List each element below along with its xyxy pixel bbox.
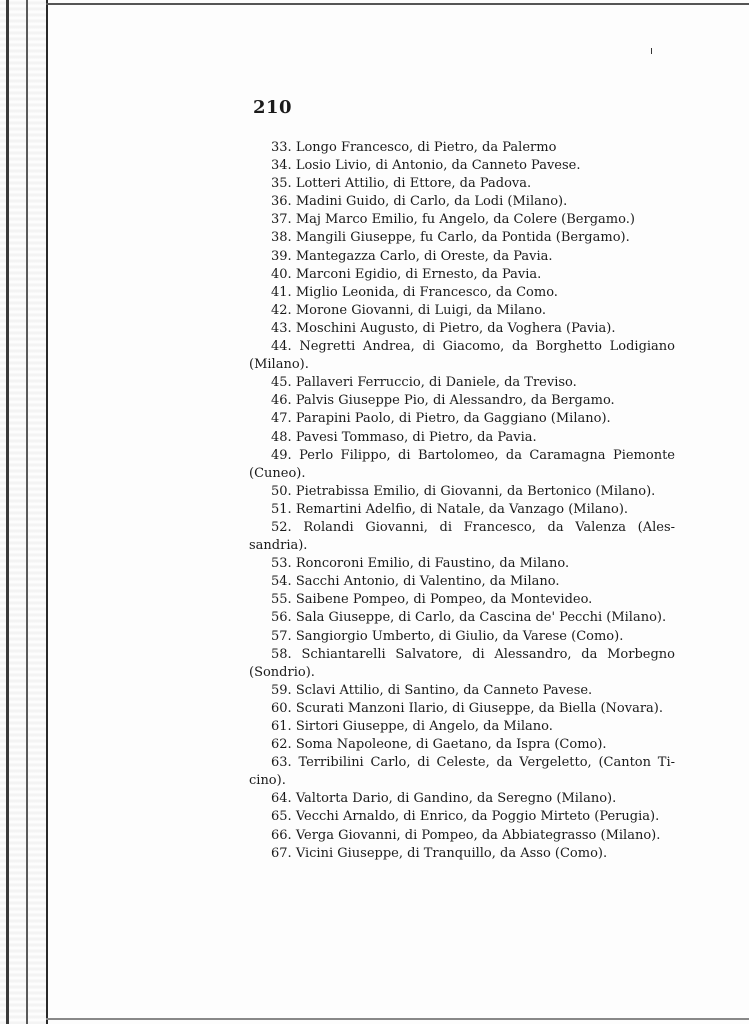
entry-text: Parapini Paolo, di Pietro, da Gaggiano (Milano). xyxy=(295,411,611,427)
entry-text: Sacchi Antonio, di Valentino, da Milano. xyxy=(295,574,560,590)
list-entry xyxy=(249,284,675,302)
bottom-page-edge xyxy=(46,1018,749,1020)
entry-text: Rolandi Giovanni, di Francesco, da Valenza (Ales-sandria). xyxy=(249,519,676,554)
entry-text: Mangili Giuseppe, fu Carlo, da Pontida (Bergamo). xyxy=(295,230,630,246)
entry-number: 35. xyxy=(271,176,292,192)
list-entry xyxy=(249,302,675,320)
entry-number: 55. xyxy=(271,592,292,608)
list-entry xyxy=(249,248,675,266)
entry-text: Sala Giuseppe, di Carlo, da Cascina de' Pecchi (Milano). xyxy=(295,610,667,626)
entry-number: 33. xyxy=(271,140,292,155)
entry-text: Mantegazza Carlo, di Oreste, da Pavia. xyxy=(295,248,553,264)
entry-number: 49. xyxy=(271,447,292,463)
entry-number: 65. xyxy=(271,809,292,825)
entry-number: 54. xyxy=(271,574,292,590)
entry-number: 50. xyxy=(271,483,292,499)
entry-number: 41. xyxy=(271,284,292,300)
entry-number: 51. xyxy=(271,501,292,517)
entry-text: Losio Livio, di Antonio, da Canneto Pavese. xyxy=(295,158,581,174)
entry-text: Miglio Leonida, di Francesco, da Como. xyxy=(295,284,558,300)
list-entry xyxy=(249,447,675,483)
list-entry xyxy=(249,320,675,338)
list-entry xyxy=(249,175,675,193)
entry-text: Terribilini Carlo, di Celeste, da Vergeletto, (Canton Ti-cino). xyxy=(249,755,675,789)
list-entry xyxy=(249,429,675,447)
list-entry xyxy=(249,338,675,374)
entry-text: Sirtori Giuseppe, di Angelo, da Milano. xyxy=(295,719,553,734)
entry-number: 59. xyxy=(271,682,292,698)
list-entry xyxy=(249,646,675,682)
book-binding-edge xyxy=(0,0,48,1024)
list-entry xyxy=(249,736,675,754)
entry-number: 38. xyxy=(271,230,292,246)
list-entry xyxy=(249,483,675,501)
entry-number: 39. xyxy=(271,248,292,264)
entry-text: Verga Giovanni, di Pompeo, da Abbiategrasso (Milano). xyxy=(295,827,661,843)
list-entry xyxy=(249,827,675,845)
entry-text: Moschini Augusto, di Pietro, da Voghera (Pavia). xyxy=(295,320,616,336)
list-entry xyxy=(249,682,675,700)
list-entry xyxy=(249,700,675,718)
entry-number: 40. xyxy=(271,266,292,282)
entry-text: Sclavi Attilio, di Santino, da Canneto Pavese. xyxy=(295,682,593,698)
entry-number: 37. xyxy=(271,212,292,228)
list-entry xyxy=(249,157,675,175)
entry-number: 52. xyxy=(271,519,292,535)
entry-number: 53. xyxy=(271,556,292,572)
entry-text: Pietrabissa Emilio, di Giovanni, da Bertonico (Milano). xyxy=(295,483,656,499)
entry-number: 56. xyxy=(271,610,292,626)
entry-text: Saibene Pompeo, di Pompeo, da Montevideo. xyxy=(295,592,593,608)
entry-text: Maj Marco Emilio, fu Angelo, da Colere (Bergamo.) xyxy=(295,212,635,228)
entry-number: 36. xyxy=(271,194,292,210)
list-entry xyxy=(249,266,675,284)
entry-number: 67. xyxy=(271,845,292,861)
entry-number: 44. xyxy=(271,339,292,355)
entry-number: 45. xyxy=(271,375,292,391)
list-entry xyxy=(249,410,675,428)
list-entry xyxy=(249,790,675,808)
entry-text: Schiantarelli Salvatore, di Alessandro, da Morbegno (Sondrio). xyxy=(249,646,675,680)
entry-text: Scurati Manzoni Ilario, di Giuseppe, da Biella (Novara). xyxy=(295,700,663,716)
list-entry xyxy=(249,555,675,573)
list-entry xyxy=(249,501,675,519)
list-entry xyxy=(249,754,675,790)
entry-text: Perlo Filippo, di Bartolomeo, da Caramagna Piemonte (Cuneo). xyxy=(249,447,675,481)
entry-text: Pavesi Tommaso, di Pietro, da Pavia. xyxy=(295,429,537,445)
entry-text: Palvis Giuseppe Pio, di Alessandro, da Bergamo. xyxy=(295,393,615,409)
entry-number: 47. xyxy=(271,411,292,427)
list-entry xyxy=(249,591,675,609)
page-number: 210 xyxy=(253,97,293,118)
entry-text: Longo Francesco, di Pietro, da Palermo xyxy=(295,140,557,155)
list-entry xyxy=(249,718,675,736)
list-entry xyxy=(249,628,675,646)
entry-text: Vicini Giuseppe, di Tranquillo, da Asso (Como). xyxy=(295,845,608,861)
list-entry xyxy=(249,573,675,591)
scan-speck xyxy=(651,48,652,54)
entry-number: 46. xyxy=(271,393,292,409)
entry-text: Madini Guido, di Carlo, da Lodi (Milano). xyxy=(295,194,568,210)
list-entry xyxy=(249,193,675,211)
entry-number: 64. xyxy=(271,791,292,807)
entry-number: 62. xyxy=(271,737,292,753)
entry-number: 63. xyxy=(271,755,292,771)
entry-text: Valtorta Dario, di Gandino, da Seregno (Milano). xyxy=(295,791,617,807)
list-entry xyxy=(249,519,675,555)
entry-text: Soma Napoleone, di Gaetano, da Ispra (Como). xyxy=(295,737,607,753)
entry-text: Morone Giovanni, di Luigi, da Milano. xyxy=(295,302,547,318)
entry-number: 58. xyxy=(271,646,292,662)
entry-number: 43. xyxy=(271,320,292,336)
entry-text: Lotteri Attilio, di Ettore, da Padova. xyxy=(295,176,532,192)
entry-number: 57. xyxy=(271,628,292,644)
entry-text: Vecchi Arnaldo, di Enrico, da Poggio Mirteto (Perugia). xyxy=(295,809,660,825)
list-entry xyxy=(249,609,675,627)
list-entry xyxy=(249,211,675,229)
entry-text: Pallaveri Ferruccio, di Daniele, da Treviso. xyxy=(295,375,577,391)
entry-text: Roncoroni Emilio, di Faustino, da Milano. xyxy=(295,556,570,572)
entry-text: Negretti Andrea, di Giacomo, da Borghetto Lodigiano (Milano). xyxy=(249,339,675,373)
list-entry xyxy=(249,808,675,826)
top-page-edge xyxy=(46,3,749,5)
entry-text: Sangiorgio Umberto, di Giulio, da Varese (Como). xyxy=(295,628,624,644)
list-entry xyxy=(249,392,675,410)
list-entry xyxy=(249,374,675,392)
entry-number: 61. xyxy=(271,719,292,734)
list-entry xyxy=(249,139,675,157)
entry-number: 60. xyxy=(271,700,292,716)
entry-number: 66. xyxy=(271,827,292,843)
entry-number: 42. xyxy=(271,302,292,318)
entry-text: Remartini Adelfio, di Natale, da Vanzago (Milano). xyxy=(295,501,629,517)
entry-number: 34. xyxy=(271,158,292,174)
name-list xyxy=(249,139,675,863)
entry-text: Marconi Egidio, di Ernesto, da Pavia. xyxy=(295,266,542,282)
list-entry xyxy=(249,229,675,247)
entry-number: 48. xyxy=(271,429,292,445)
list-entry xyxy=(249,845,675,863)
